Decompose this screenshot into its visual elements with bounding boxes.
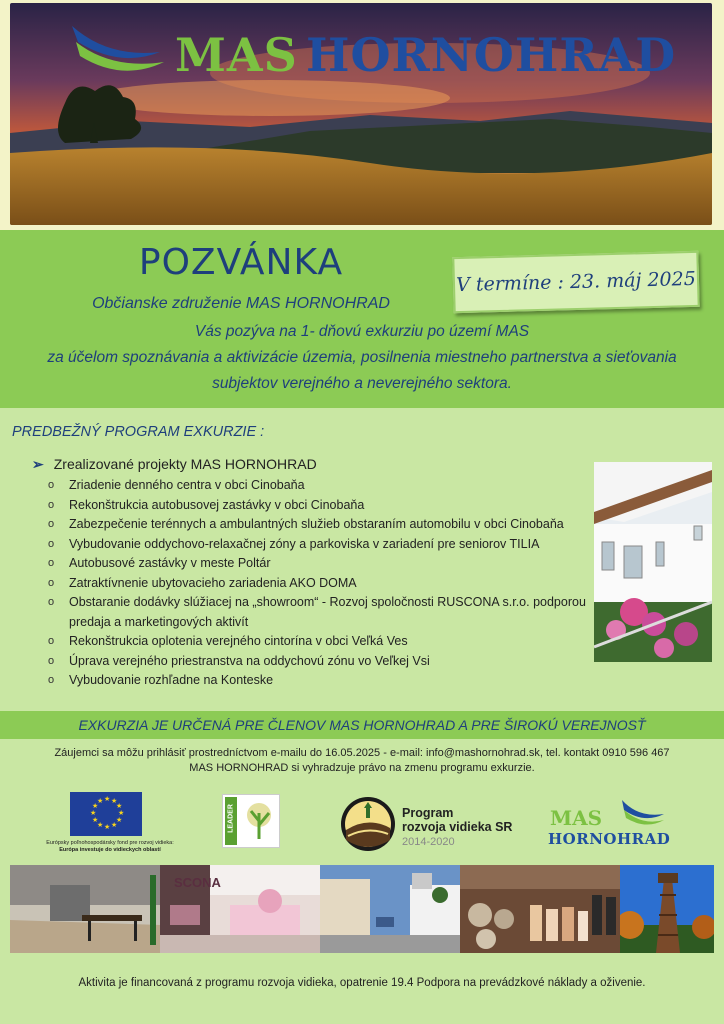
svg-text:★: ★ [111,797,118,805]
organization-name: Občianske združenie MAS HORNOHRAD [92,295,390,312]
list-item: o Úprava verejného priestranstva na oddychovú zónu vo Veľkej Vsi [44,652,594,672]
invitation-line-2: za účelom spoznávania a aktivizácie územia, posilnenia miestneho partnerstva a sieťovania [47,349,677,366]
list-item: o Zabezpečenie terénnych a ambulantných služieb obstaraním automobilu v obci Cinobaňa [44,515,594,535]
mas-logo-swoosh-icon [620,796,666,828]
svg-text:★: ★ [90,809,97,817]
contact-line-1: Záujemci sa môžu prihlásiť prostredníctvom e-mailu do 16.05.2025 - e-mail: info@mashornohrad.sk, tel. kontakt 0910 596 467 [54,747,670,759]
svg-text:★: ★ [116,816,123,824]
audience-banner-text: EXKURZIA JE URČENÁ PRE ČLENOV MAS HORNOHRAD A PRE ŠIROKÚ VEREJNOSŤ [78,717,646,733]
house-photo [594,462,712,662]
list-item: o Vybudovanie rozhľadne na Konteske [44,671,594,691]
list-item: o Zriadenie denného centra v obci Cinobaňa [44,476,594,496]
rdp-line-2: rozvoja vidieka SR [402,820,513,834]
svg-text:★: ★ [97,797,104,805]
eu-caption [30,840,190,854]
date-box: V termíne : 23. máj 2025 [452,251,699,313]
program-title: PREDBEŽNÝ PROGRAM EXKURZIE : [12,424,265,440]
list-item: o Rekonštrukcia autobusovej zastávky v obci Cinobaňa [44,496,594,516]
eu-flag-icon [70,792,142,836]
svg-text:★: ★ [92,816,99,824]
mas-logo-text-mas: MAS [550,806,603,830]
invitation-line-1: Vás pozýva na 1- dňovú exkurziu po území MAS [194,323,530,340]
mas-swoosh-logo-icon [68,12,168,82]
list-item: o Vybudovanie oddychovo-relaxačnej zóny a parkoviska v zariadení pre seniorov TILIA [44,535,594,555]
footer [0,960,724,1024]
program-main-bullet [32,456,317,473]
rural-development-program-title [402,806,512,834]
photo-bus-stop [10,865,160,953]
photo-shop-sign: SCONA [174,875,221,890]
list-item: o Rekonštrukcia oplotenia verejného cintorína v obci Veľká Ves [44,632,594,652]
arrow-bullet-icon: ➢ [32,456,44,472]
photo-showroom [160,865,320,953]
header-title-mas: MAS [175,28,298,82]
program-main-bullet-label: Zrealizované projekty MAS HORNOHRAD [53,456,317,472]
rural-development-program-logo-icon [340,796,396,852]
photo-products [460,865,620,953]
invitation-heading: POZVÁNKA [138,242,344,283]
svg-text:★: ★ [104,823,111,831]
rdp-line-1: Program [402,806,454,820]
program-list [44,476,594,691]
list-item: o Zatraktívnenie ubytovacieho zariadenia AKO DOMA [44,574,594,594]
list-item: o Obstaranie dodávky slúžiacej na „showroom“ - Rozvoj spoločnosti RUSCONA s.r.o. podporou predaja a marketingových aktivít [44,593,594,632]
rural-development-program-years: 2014-2020 [402,836,455,848]
svg-text:★: ★ [116,802,123,810]
footer-text: Aktivita je financovaná z programu rozvoja vidieka, opatrenie 19.4 Podpora na prevádzkové náklady a oživenie. [78,977,646,989]
list-item: o Autobusové zastávky v meste Poltár [44,554,594,574]
svg-text:★: ★ [92,802,99,810]
invitation-line-3: subjektov verejného a neverejného sektora. [212,375,512,392]
contact-line-2: MAS HORNOHRAD si vyhradzuje právo na zmenu programu exkurzie. [189,762,535,774]
svg-text:★: ★ [118,809,125,817]
leader-logo-text: LEADER [227,804,235,833]
svg-text:★: ★ [97,821,104,829]
photo-lookout-tower [620,865,714,953]
mas-logo-text-hornohrad: HORNOHRAD [548,830,671,848]
svg-text:★: ★ [104,795,111,803]
svg-text:★: ★ [111,821,118,829]
eu-caption-line-2: Európa investuje do vidieckych oblastí [59,847,161,853]
eu-caption-line-1: Európsky poľnohospodársky fond pre rozvoj vidieka: [46,840,174,846]
leader-logo [222,794,280,848]
header-title-hornohrad: HORNOHRAD [306,28,677,82]
photo-street [320,865,460,953]
